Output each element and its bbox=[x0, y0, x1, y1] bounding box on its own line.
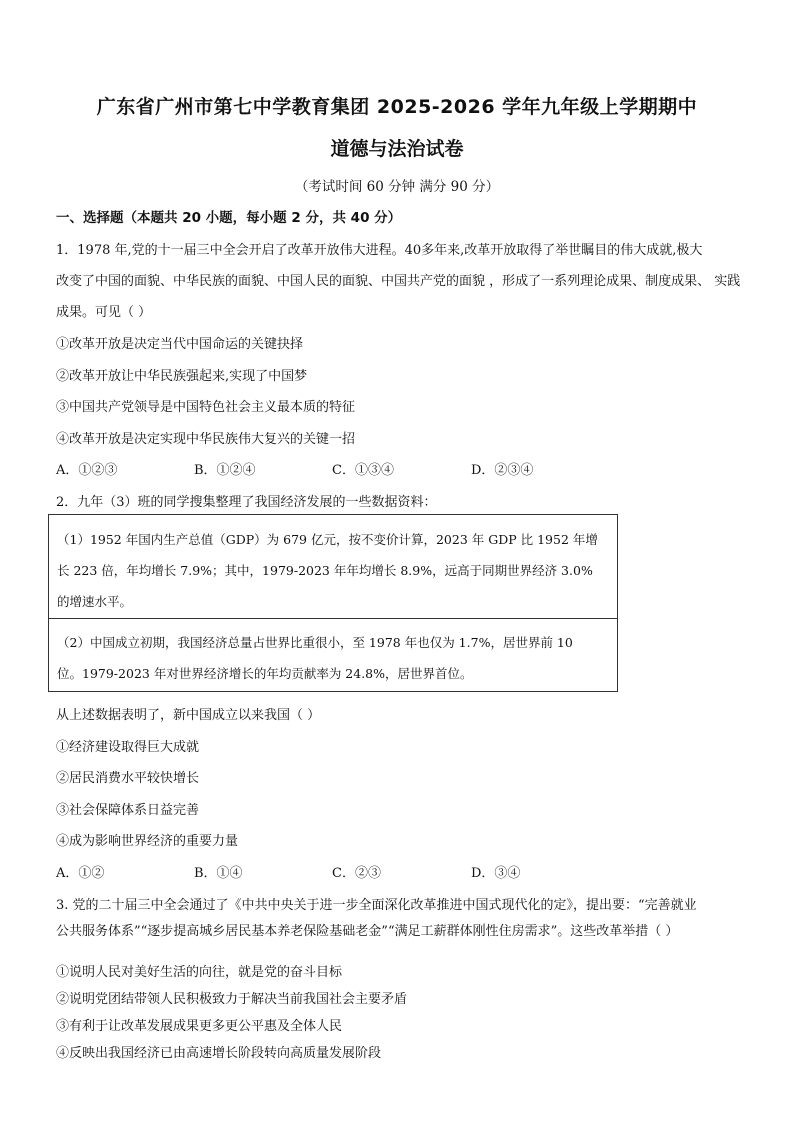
q3-option: ③有利于让改革发展成果更多更公平惠及全体人民 bbox=[56, 1019, 343, 1034]
exam-subject-title: 道德与法治试卷 bbox=[330, 138, 464, 160]
q1-choice-a: A．①②③ bbox=[56, 463, 118, 478]
q2-data-item-2 bbox=[49, 623, 581, 689]
q1-stem-line: 成果。可见（ ） bbox=[56, 305, 152, 320]
q1-option: ④改革开放是决定实现中华民族伟大复兴的关键一招 bbox=[56, 432, 356, 447]
q1-stem-line: 改变了中国的面貌、中华民族的面貌、中国人民的面貌、中国共产党的面貌 ，形成了一系列理论成果、制度成果、 实践 bbox=[56, 274, 741, 289]
box-divider bbox=[49, 618, 617, 619]
q2-data-line: （2）中国成立初期，我国经济总量占世界比重很小，至 1978 年也仅为 1.7%，居世界前 10 bbox=[57, 635, 573, 650]
q2-option: ④成为影响世界经济的重要力量 bbox=[56, 834, 239, 849]
exam-time-note: （考试时间 60 分钟 满分 90 分） bbox=[294, 179, 500, 195]
q1-choice-d: D．②③④ bbox=[471, 463, 534, 478]
q2-data-box bbox=[48, 514, 618, 692]
section-heading: 一、选择题（本题共 20 小题，每小题 2 分，共 40 分） bbox=[56, 210, 402, 226]
q2-data-line: （1）1952 年国内生产总值（GDP）为 679 亿元，按不变价计算，2023 年 GDP 比 1952 年增 bbox=[57, 532, 598, 547]
q2-data-item-1 bbox=[49, 520, 606, 617]
exam-title: 广东省广州市第七中学教育集团 2025-2026 学年九年级上学期期中 bbox=[96, 96, 698, 118]
q2-choice-d: D．③④ bbox=[471, 866, 521, 881]
q2-option: ③社会保障体系日益完善 bbox=[56, 803, 200, 818]
q1-option: ③中国共产党领导是中国特色社会主义最本质的特征 bbox=[56, 400, 356, 415]
q2-question: 从上述数据表明了，新中国成立以来我国（ ） bbox=[56, 708, 321, 723]
q1-option: ①改革开放是决定当代中国命运的关键抉择 bbox=[56, 337, 304, 352]
q2-choice-c: C．②③ bbox=[332, 866, 381, 881]
q3-option: ④反映出我国经济已由高速增长阶段转向高质量发展阶段 bbox=[56, 1046, 382, 1061]
q2-choice-a: A．①② bbox=[56, 866, 105, 881]
q3-option: ②说明党团结带领人民积极致力于解决当前我国社会主要矛盾 bbox=[56, 992, 408, 1007]
q3-option: ①说明人民对美好生活的向往，就是党的奋斗目标 bbox=[56, 965, 343, 980]
q2-choice-b: B．①④ bbox=[194, 866, 243, 881]
q2-stem: 2．九年（3）班的同学搜集整理了我国经济发展的一些数据资料： bbox=[56, 495, 437, 510]
q2-option: ②居民消费水平较快增长 bbox=[56, 771, 200, 786]
q3-stem-line: 公共服务体系”“逐步提高城乡居民基本养老保险基础老金”“满足工薪群体刚性住房需求”。这些改革举措（ ） bbox=[56, 924, 679, 939]
q2-data-line: 的增速水平。 bbox=[57, 594, 133, 609]
q3-stem-line: 3. 党的二十届三中全会通过了《中共中央关于进一步全面深化改革推进中国式现代化的定》，提出要：“完善就业 bbox=[56, 898, 697, 913]
q2-data-line: 位。1979-2023 年对世界经济增长的年均贡献率为 24.8%，居世界首位。 bbox=[57, 666, 473, 681]
q1-stem-line: 1．1978 年,党的十一届三中全会开启了改革开放伟大进程。40多年来,改革开放取得了举世瞩目的伟大成就,极大 bbox=[56, 243, 703, 258]
q2-option: ①经济建设取得巨大成就 bbox=[56, 740, 200, 755]
q1-choice-b: B．①②④ bbox=[194, 463, 256, 478]
q2-data-line: 长 223 倍，年均增长 7.9%；其中，1979-2023 年年均增长 8.9%，远高于同期世界经济 3.0% bbox=[57, 563, 593, 578]
q1-option: ②改革开放让中华民族强起来,实现了中国梦 bbox=[56, 369, 308, 384]
q1-choice-c: C．①③④ bbox=[332, 463, 394, 478]
